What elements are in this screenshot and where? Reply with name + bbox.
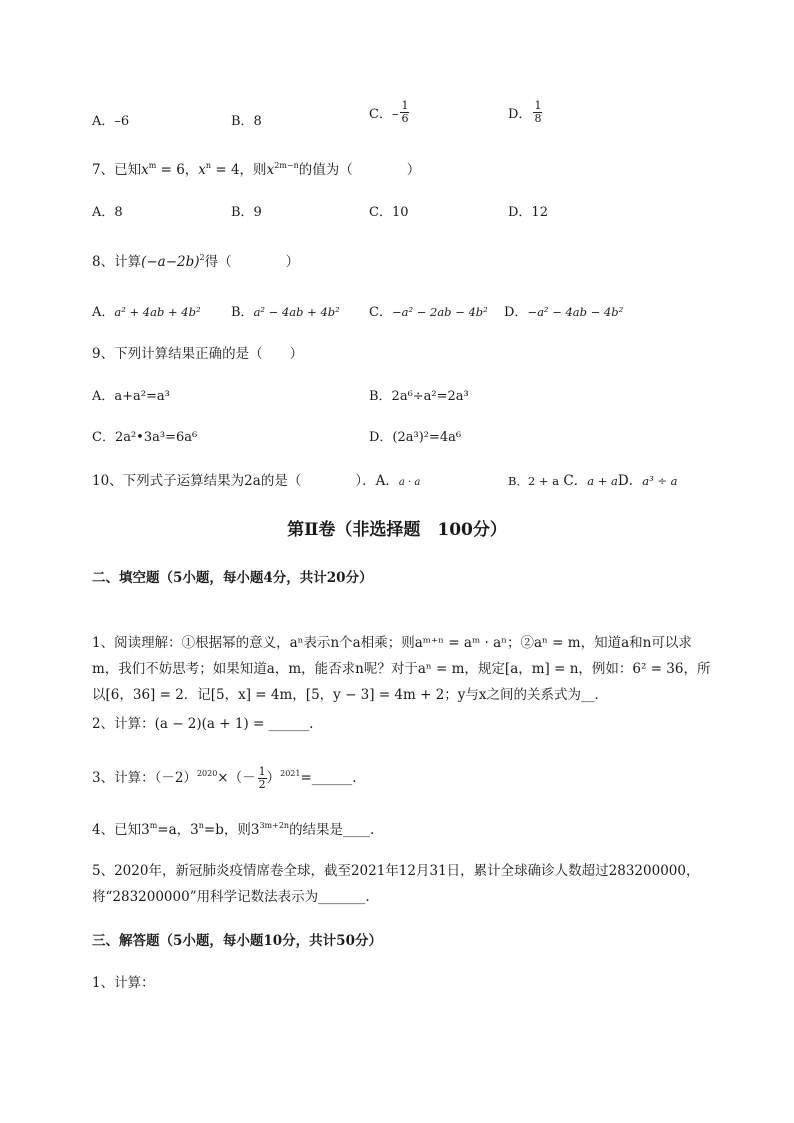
q7-option-c: C．10 [369,205,409,220]
q8-stem [92,250,299,270]
q6-c-denominator: 6 [401,112,409,125]
q6-option-b: B．8 [231,114,262,129]
q10-option-b: B．2 + a [508,474,560,488]
q6-option-c-label: C．– [369,107,399,122]
section2-heading: 二、填空题（5小题，每小题4分，共计20分） [92,570,373,586]
q10-stem-text: 10、下列式子运算结果为2a的是（ ）．A． [92,473,399,489]
q10-option-d-label: D． [617,473,643,489]
q10-stem [92,469,420,489]
q7-stem [92,158,420,178]
q8-option-a-label: A． [92,305,115,320]
fill-q3-fraction [258,766,267,791]
q6-d-numerator: 1 [534,99,542,112]
q10-option-a-expr: a · a [398,477,421,488]
q8-option-c-expr: −a² − 2ab − 4b² [391,305,488,319]
q8-option-b-label: B． [231,305,254,320]
q9-option-b: B．2a⁶÷a²=2a³ [369,389,469,404]
fill-q5-line2: 将“283200000”用科学记数法表示为_______. [92,889,370,905]
q7-mid2: = 4，则 [211,162,267,178]
q10-option-c-label: C． [563,473,588,489]
q8-option-d-expr: −a² − 4ab − 4b² [527,305,624,319]
q6-option-a: A．–6 [92,114,130,129]
q10-option-c-expr: a + a [587,474,618,488]
q7-var-x3: x [266,162,275,178]
q8-prefix: 8、计算 [92,254,142,270]
q7-var-x2: x [198,162,206,178]
fill-q3-prefix: 3、计算：（－2） [92,770,197,786]
fill-q3-exp1: 2020 [196,769,218,778]
fill-q4-mid: =a，3 [157,822,199,838]
q6-c-numerator: 1 [401,99,409,112]
q6-d-denominator: 8 [534,112,542,125]
q8-option-d [504,301,623,320]
q8-option-c-label: C． [369,305,392,320]
fill-q4 [92,818,374,838]
fill-q1-line3: 以[6，36] = 2．记[5，x] = 4m，[5，y − 3] = 4m + 2；y与x之间的关系式为__． [92,687,609,703]
fill-q2: 2、计算：(a − 2)(a + 1) = ______. [92,716,314,732]
fill-q1-line1: 1、阅读理解：①根据幂的意义，aⁿ表示n个a相乘；则aᵐ⁺ⁿ = aᵐ · aⁿ；②aⁿ = m，知道a和n可以求 [92,635,692,651]
q9-option-c: C．2a²•3a³=6a⁶ [92,430,198,445]
fill-q3-suffix: =______. [300,770,357,786]
q9-stem: 9、下列计算结果正确的是（ ） [92,346,304,362]
fill-q4-exp3: 3m+2n [259,821,290,830]
part2-title: 第Ⅱ卷（非选择题 100分） [287,520,507,540]
q8-option-c [369,301,488,320]
section3-heading: 三、解答题（5小题，每小题10分，共计50分） [92,933,382,949]
q6-option-d [508,100,542,125]
fill-q3-numerator: 1 [258,765,266,778]
q7-option-d: D．12 [508,205,548,220]
fill-q4-suffix: 的结果是____. [289,822,375,838]
q7-exp1: m [148,161,157,170]
q6-option-d-fraction [533,100,542,125]
q8-expression: (−a−2b) [141,254,200,270]
q7-option-b: B．9 [231,205,262,220]
answer-q1: 1、计算： [92,975,155,991]
q7-var-x1: x [141,162,149,178]
q7-exp3: 2m−n [274,161,299,170]
fill-q4-exp1: m [149,821,158,830]
q8-suffix: 得（ ） [204,254,300,270]
q8-option-a-expr: a² + 4ab + 4b² [114,305,201,319]
q9-option-a: A．a+a²=a³ [92,389,170,404]
fill-q4-exp2: n [198,821,204,830]
q10-option-d-expr: a³ ÷ a [642,474,678,488]
q8-option-b-expr: a² − 4ab + 4b² [253,305,340,319]
q8-option-d-label: D． [504,305,528,320]
fill-q3-denominator: 2 [258,778,266,791]
q7-prefix: 7、已知 [92,162,142,178]
q10-options-bcd [508,469,678,489]
fill-q3-mid: ×（－ [217,770,256,786]
q8-option-a [92,301,201,320]
q7-suffix: 的值为（ ） [298,162,421,178]
fill-q1-line2: m，我们不妨思考；如果知道a，m，能否求n呢？对于aⁿ = m，规定[a，m] = n，例如：6² = 36，所 [92,661,711,677]
fill-q3-close: ） [266,770,281,786]
q7-exp2: n [205,161,212,170]
fill-q4-mid2: =b，则3 [203,822,260,838]
q6-option-d-label: D． [508,107,532,122]
q7-option-a: A．8 [92,205,123,220]
q9-option-d: D．(2a³)²=4a⁶ [369,430,462,445]
fill-q5-line1: 5、2020年，新冠肺炎疫情席卷全球，截至2021年12月31日，累计全球确诊人数超过283200000， [92,863,700,879]
fill-q3-exp2: 2021 [280,769,301,778]
q8-exponent: 2 [199,253,205,262]
q8-option-b [231,301,340,320]
q6-option-c [369,100,409,125]
fill-q4-prefix: 4、已知3 [92,822,150,838]
fill-q3 [92,766,357,791]
q6-option-c-fraction [400,100,409,125]
q7-mid1: = 6， [156,162,199,178]
